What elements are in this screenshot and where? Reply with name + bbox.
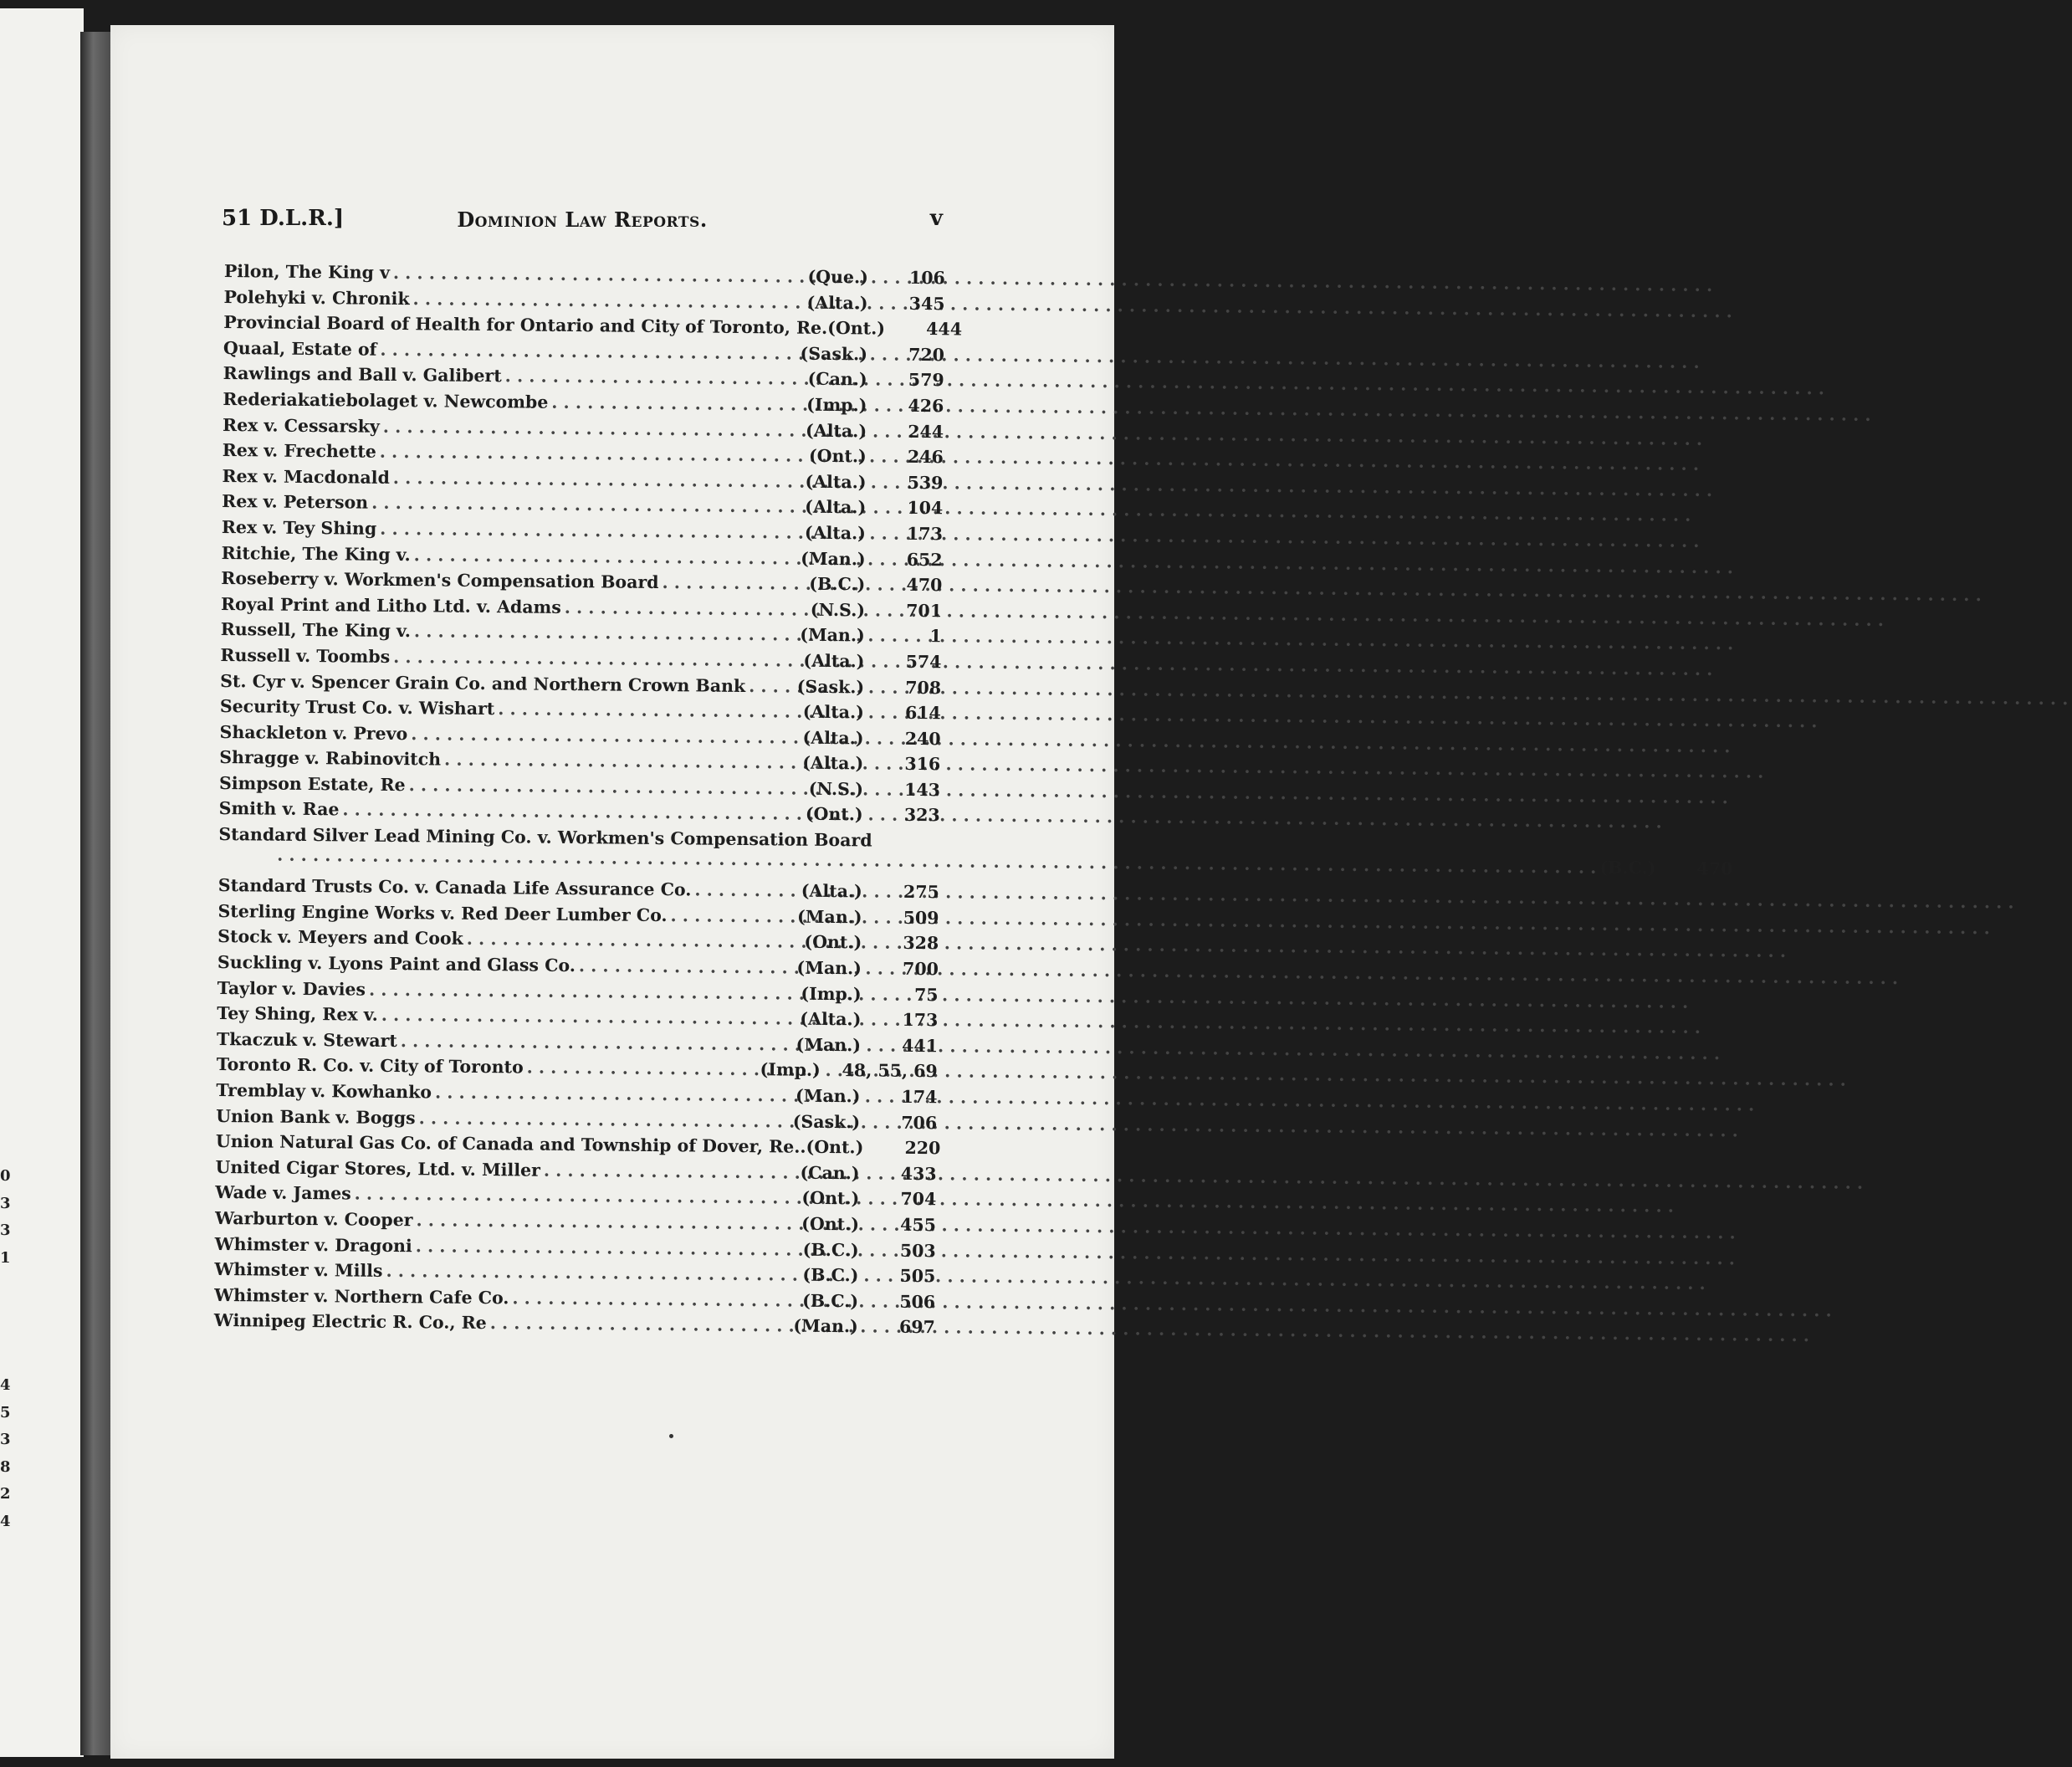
case-name: Warburton v. Cooper <box>214 1207 413 1231</box>
page-reference: 220 <box>904 1138 941 1159</box>
page-reference: 614 <box>904 702 941 724</box>
dot-leader <box>512 1288 799 1310</box>
case-name: Rex v. Peterson <box>222 491 369 514</box>
bleed-digit: 3 <box>0 1194 11 1212</box>
page-number-roman: v <box>929 206 943 231</box>
court-label: (Alta.) <box>805 420 867 441</box>
page-reference: 1 <box>929 626 942 647</box>
case-name: Rex v. Frechette <box>222 440 376 462</box>
case-name: Tey Shing, Rex v. <box>217 1003 378 1026</box>
dot-leader <box>411 724 800 747</box>
dot-leader <box>412 289 803 312</box>
court-label: (Alta.) <box>804 522 867 544</box>
page-reference: 503 <box>899 1240 936 1261</box>
dot-leader <box>383 416 802 440</box>
page-reference: 700 <box>903 958 939 980</box>
court-label: (B.C.) <box>802 1239 859 1260</box>
dot-leader <box>386 1261 799 1285</box>
page-reference: 173 <box>906 523 944 545</box>
bleed-digit: 2 <box>0 1485 11 1503</box>
court-label: (Alta.) <box>805 471 867 493</box>
dot-leader <box>670 905 794 926</box>
dot-leader <box>416 1210 798 1233</box>
court-label: (Imp.) <box>806 394 867 416</box>
dot-leader <box>527 1058 757 1080</box>
case-name: Stock v. Meyers and Cook <box>217 926 463 950</box>
case-name: Russell, The King v. <box>220 619 412 642</box>
case-name: Whimster v. Dragoni <box>214 1233 412 1256</box>
dot-leader <box>419 1108 790 1131</box>
court-label: (Alta.) <box>802 752 864 774</box>
page-reference: 104 <box>907 498 944 519</box>
court-label: (Ont.) <box>801 1213 860 1235</box>
court-label: (Can.) <box>800 1162 860 1184</box>
page-reference: 697 <box>898 1317 935 1338</box>
court-label: (Ont.) <box>801 1188 860 1209</box>
page-reference: 240 <box>904 728 941 749</box>
page-reference: 470 <box>1696 858 1733 879</box>
dot-leader <box>694 880 798 901</box>
case-name: Rawlings and Ball v. Galibert <box>223 363 502 387</box>
case-name: Standard Trusts Co. v. Canada Life Assurance Co. <box>217 875 692 900</box>
case-index-list <box>213 261 1733 1343</box>
bleed-digit: 4 <box>0 1512 11 1530</box>
case-name: Suckling v. Lyons Paint and Glass Co. <box>217 951 576 976</box>
case-name: Tkaczuk v. Stewart <box>216 1028 397 1051</box>
dot-leader <box>416 1236 800 1259</box>
case-name: Russell v. Toombs <box>220 644 391 667</box>
case-name: Shackleton v. Prevo <box>219 721 408 744</box>
dot-leader <box>409 775 806 799</box>
dot-leader <box>401 1031 793 1054</box>
court-label: (Ont.) <box>805 804 863 825</box>
left-page-edge <box>0 8 84 1757</box>
court-label: (Man.) <box>796 957 862 979</box>
dot-leader <box>544 1160 797 1182</box>
court-label: (Sask.) <box>796 676 865 697</box>
case-name: St. Cyr v. Spencer Grain Co. and Northern Crown Bank <box>220 670 746 696</box>
bleed-digit: 0 <box>0 1167 11 1185</box>
page-reference: 506 <box>899 1291 936 1312</box>
court-label: (Man.) <box>796 1034 862 1056</box>
dot-leader <box>505 366 805 389</box>
case-name: Toronto R. Co. v. City of Toronto <box>216 1054 524 1078</box>
dot-leader <box>393 263 805 287</box>
case-name: Shragge v. Rabinovitch <box>219 747 442 770</box>
court-label: (B.C.) <box>809 573 866 595</box>
case-name: Taylor v. Davies <box>217 977 366 1000</box>
case-name: Whimster v. Northern Cafe Co. <box>214 1284 509 1309</box>
court-label: (Man.) <box>793 1315 858 1337</box>
court-label: (B.C.) <box>1599 857 1656 878</box>
dot-leader <box>380 340 796 364</box>
dot-leader <box>414 545 798 568</box>
page-reference: 579 <box>908 370 944 391</box>
page-reference: 75 <box>913 984 939 1005</box>
case-name: Tremblay v. Kowhanko <box>216 1079 432 1103</box>
page-reference: 509 <box>903 907 939 929</box>
dot-leader <box>381 1005 797 1029</box>
bleed-digit: 8 <box>0 1457 11 1476</box>
page-reference: 720 <box>908 344 945 366</box>
court-label: (Sask.) <box>792 1111 861 1132</box>
page-reference: 441 <box>902 1035 939 1057</box>
page-reference: 701 <box>906 600 943 621</box>
court-label: (Alta.) <box>803 650 865 672</box>
case-name: Provincial Board of Health for Ontario and City of Toronto, Re. <box>223 312 828 339</box>
case-name: United Cigar Stores, Ltd. v. Miller <box>215 1156 541 1181</box>
case-name: Security Trust Co. v. Wishart <box>219 696 495 720</box>
court-label: (Alta.) <box>806 292 868 313</box>
bleed-digit: 1 <box>0 1248 11 1267</box>
left-page-bleed-lower <box>0 1372 15 1536</box>
court-label: (Man.) <box>796 906 862 928</box>
page-reference: 174 <box>901 1086 938 1108</box>
dot-leader <box>551 392 803 415</box>
volume-label: 51 D.L.R.] <box>222 206 345 231</box>
court-label: (N.S.) <box>808 778 864 800</box>
case-name: Rex v. Cessarsky <box>223 414 380 437</box>
court-label: (Ont.) <box>827 318 886 339</box>
dot-leader <box>579 955 794 977</box>
page-reference: 708 <box>905 677 942 698</box>
case-name: Ritchie, The King v. <box>221 542 411 565</box>
bleed-digit: 5 <box>0 1403 11 1421</box>
court-label: (Can.) <box>807 369 867 390</box>
page-reference: 574 <box>905 651 942 673</box>
bleed-digit: 4 <box>0 1376 11 1394</box>
page-reference: 143 <box>904 779 941 801</box>
print-speck <box>669 1434 673 1438</box>
page-reference: 444 <box>926 319 963 340</box>
dot-leader <box>490 1313 790 1335</box>
page-reference: 345 <box>908 293 945 314</box>
dot-leader <box>393 468 802 492</box>
dot-leader <box>662 572 806 594</box>
left-page-bleed-upper <box>0 1163 15 1272</box>
dot-leader <box>498 699 800 721</box>
case-name: Simpson Estate, Re <box>218 772 406 795</box>
page-reference: 433 <box>900 1163 937 1185</box>
dot-leader <box>355 1184 799 1208</box>
dot-leader <box>565 597 807 620</box>
dot-leader <box>380 519 801 543</box>
court-label: (Man.) <box>795 1085 861 1107</box>
court-label: (Alta.) <box>802 727 864 749</box>
court-label: (Ont.) <box>808 445 867 467</box>
court-label: (N.S.) <box>810 599 866 621</box>
court-label: (Man.) <box>800 624 865 646</box>
court-label: (Alta.) <box>802 701 864 723</box>
case-name: Union Natural Gas Co. of Canada and Township of Dover, Re.. <box>215 1131 806 1157</box>
dot-leader <box>749 676 794 697</box>
court-label: (B.C.) <box>802 1264 859 1286</box>
page-reference: 652 <box>906 549 943 570</box>
court-label: (Alta.) <box>805 497 867 518</box>
page-reference: 704 <box>900 1189 937 1210</box>
page-reference: 48, 55, 69 <box>842 1060 938 1082</box>
page-reference: 426 <box>908 395 944 417</box>
dot-leader <box>467 929 801 952</box>
case-name: Rex v. Macdonald <box>222 465 390 488</box>
page-reference: 455 <box>900 1214 937 1236</box>
dot-leader <box>369 979 798 1003</box>
case-name: Rederiakatiebolaget v. Newcombe <box>223 388 549 412</box>
page-reference: 173 <box>902 1010 939 1031</box>
court-label: (Imp.) <box>760 1059 821 1081</box>
page-reference: 706 <box>901 1112 938 1133</box>
court-label: (Sask.) <box>800 343 868 365</box>
page-reference: 106 <box>908 267 945 289</box>
court-label: (Alta.) <box>801 880 862 902</box>
case-name: Standard Silver Lead Mining Co. v. Workmen's Compensation Board <box>218 824 872 851</box>
dot-leader <box>435 1082 792 1105</box>
court-label: (Ont.) <box>804 932 862 953</box>
page-reference: 244 <box>908 421 944 442</box>
case-name: Royal Print and Litho Ltd. v. Adams <box>220 593 561 617</box>
case-name: Winnipeg Electric R. Co., Re <box>213 1310 487 1334</box>
case-name: Quaal, Estate of <box>223 337 377 360</box>
case-name: Union Bank v. Boggs <box>216 1105 416 1128</box>
page-reference: 539 <box>907 472 944 494</box>
case-name: Roseberry v. Workmen's Compensation Board <box>221 568 659 593</box>
book-spine <box>80 32 112 1755</box>
page-reference: 275 <box>903 882 939 903</box>
dot-leader <box>380 442 806 466</box>
dot-leader <box>414 622 797 645</box>
case-name: Smith v. Rae <box>218 798 340 820</box>
case-name: Whimster v. Mills <box>214 1259 383 1282</box>
bleed-digit: 3 <box>0 1222 11 1240</box>
court-label: (Imp.) <box>801 983 862 1004</box>
page-reference: 470 <box>906 574 943 596</box>
index-entry <box>218 824 1733 882</box>
dot-leader <box>444 750 799 773</box>
court-label: (Que.) <box>807 266 868 288</box>
page-title: Dominion Law Reports. <box>457 207 708 232</box>
page-reference: 505 <box>899 1265 936 1287</box>
page-reference: 316 <box>904 754 941 775</box>
case-name: Sterling Engine Works v. Red Deer Lumber Co. <box>217 900 668 925</box>
page-header <box>222 206 943 239</box>
page-reference: 323 <box>903 805 940 826</box>
dot-leader <box>393 647 801 671</box>
bleed-digit: 3 <box>0 1431 11 1449</box>
case-name: Rex v. Tey Shing <box>221 516 377 539</box>
case-name: Polehyki v. Chronik <box>223 286 410 309</box>
page-reference: 246 <box>907 447 944 468</box>
dot-leader <box>342 800 802 824</box>
page-reference: 328 <box>903 933 939 954</box>
court-label: (Ont.) <box>806 1136 864 1158</box>
court-label: (Alta.) <box>800 1008 862 1030</box>
dot-leader <box>371 493 801 517</box>
court-label: (B.C.) <box>802 1290 859 1312</box>
court-label: (Man.) <box>801 548 866 569</box>
case-name: Pilon, The King v <box>223 261 391 283</box>
case-name: Wade v. James <box>215 1182 351 1204</box>
